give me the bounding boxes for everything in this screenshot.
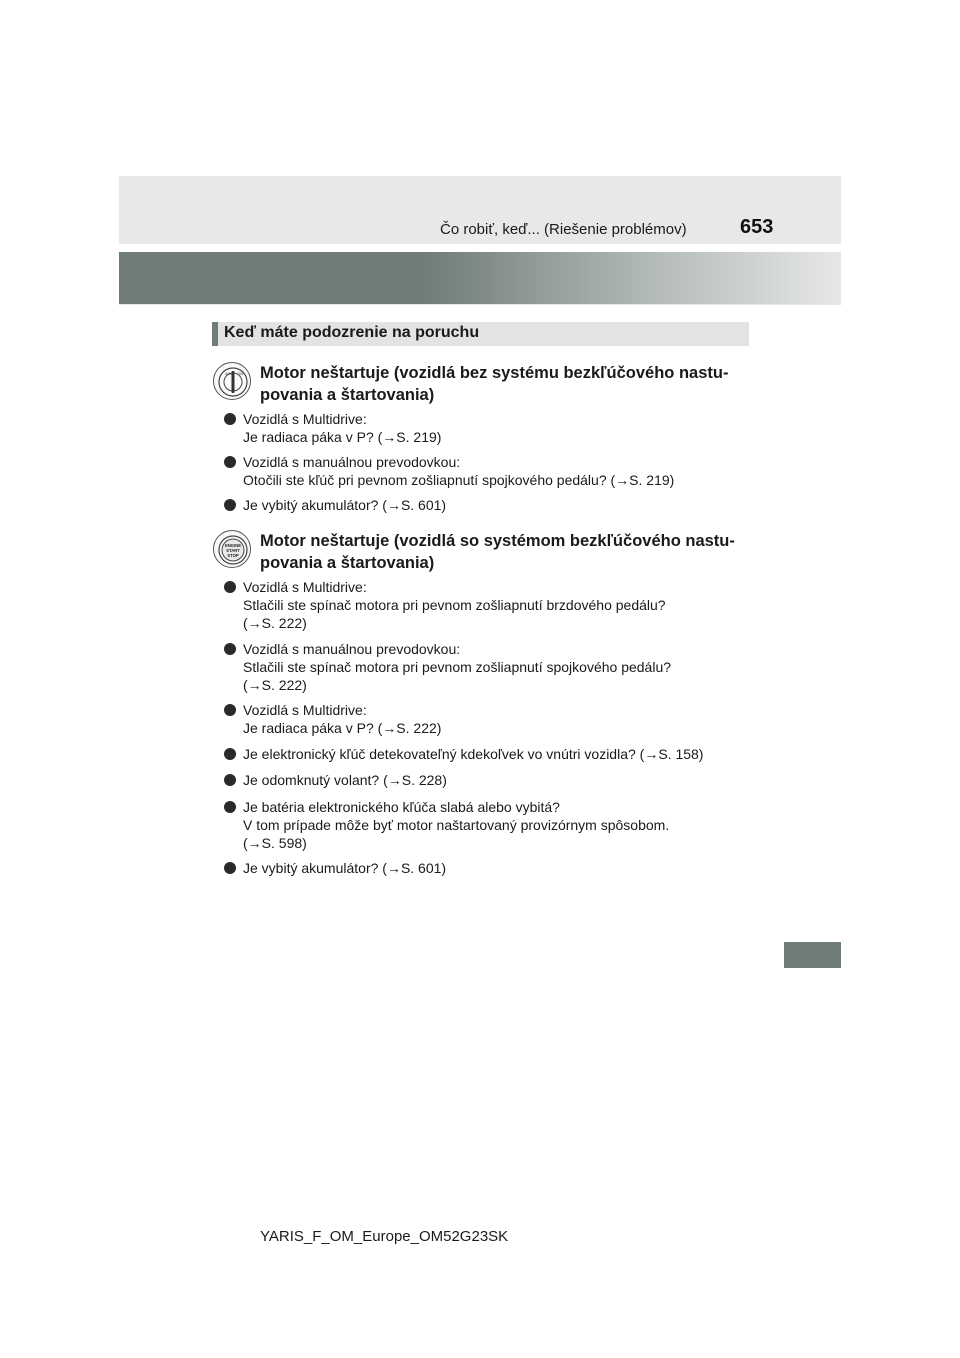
list-item-line: Je radiaca páka v P? (→S. 219)	[243, 429, 442, 445]
bullet-icon	[224, 456, 236, 468]
bullet-icon	[224, 581, 236, 593]
list-item-line: Stlačili ste spínač motora pri pevnom zošliapnutí spojkového pedálu?	[243, 659, 672, 675]
chapter-gradient-band	[119, 252, 841, 304]
bullet-icon	[224, 748, 236, 760]
bullet-icon	[224, 774, 236, 786]
engine-label-3: STOP	[227, 553, 239, 558]
section-title: Keď máte podozrenie na poruchu	[224, 324, 480, 341]
list-item-line: Je vybitý akumulátor? (→S. 601)	[243, 497, 447, 513]
list-item-line: Vozidlá s Multidrive:	[243, 702, 367, 718]
bullet-icon	[224, 413, 236, 425]
bullet-icon	[224, 704, 236, 716]
list-item-line: (→S. 222)	[243, 615, 307, 631]
list-item-line: Otočili ste kľúč pri pevnom zošliapnutí spojkového pedálu? (→S. 219)	[243, 472, 675, 488]
list-item-line: Vozidlá s manuálnou prevodovkou:	[243, 641, 461, 657]
group2-heading-line2: povania a štartovania)	[260, 554, 435, 572]
bullet-icon	[224, 801, 236, 813]
chapter-title: Čo robiť, keď... (Riešenie problémov)	[440, 221, 687, 238]
list-item-line: Vozidlá s Multidrive:	[243, 411, 367, 427]
engine-label-2: START	[226, 548, 240, 553]
bullet-icon	[224, 862, 236, 874]
group1-heading-line2: povania a štartovania)	[260, 386, 435, 404]
list-item-line: Je batéria elektronického kľúča slabá alebo vybitá?	[243, 799, 560, 815]
list-item-line: (→S. 222)	[243, 677, 307, 693]
divider	[119, 304, 841, 305]
bullet-icon	[224, 499, 236, 511]
chapter-tab	[784, 942, 841, 968]
list-item-line: V tom prípade môže byť motor naštartovaný provizórnym spôsobom.	[243, 817, 670, 833]
list-item-line: Vozidlá s Multidrive:	[243, 579, 367, 595]
list-item-line: Je vybitý akumulátor? (→S. 601)	[243, 860, 447, 876]
group2-heading-line1: Motor neštartuje (vozidlá so systémom bezkľúčového nastu-	[260, 532, 735, 550]
group1-heading	[260, 362, 750, 406]
list-item-line: Vozidlá s manuálnou prevodovkou:	[243, 454, 461, 470]
list-item-line: Je odomknutý volant? (→S. 228)	[243, 772, 447, 788]
ignition-switch-icon	[213, 362, 251, 400]
svg-text:ON: ON	[237, 371, 243, 376]
group1-heading-line1: Motor neštartuje (vozidlá bez systému bezkľúčového nastu-	[260, 364, 729, 382]
list-item-line: (→S. 598)	[243, 835, 307, 851]
list-item-line: Je radiaca páka v P? (→S. 222)	[243, 720, 442, 736]
document-code: YARIS_F_OM_Europe_OM52G23SK	[260, 1228, 509, 1245]
page-number: 653	[740, 216, 774, 238]
engine-start-stop-icon	[213, 530, 251, 568]
svg-text:ACC: ACC	[225, 371, 234, 376]
engine-label-1: ENGINE	[224, 543, 242, 548]
list-item-line: Stlačili ste spínač motora pri pevnom zošliapnutí brzdového pedálu?	[243, 597, 666, 613]
bullet-icon	[224, 643, 236, 655]
group2-heading	[260, 530, 750, 574]
list-item-line: Je elektronický kľúč detekovateľný kdekoľvek vo vnútri vozidla? (→S. 158)	[243, 746, 704, 762]
